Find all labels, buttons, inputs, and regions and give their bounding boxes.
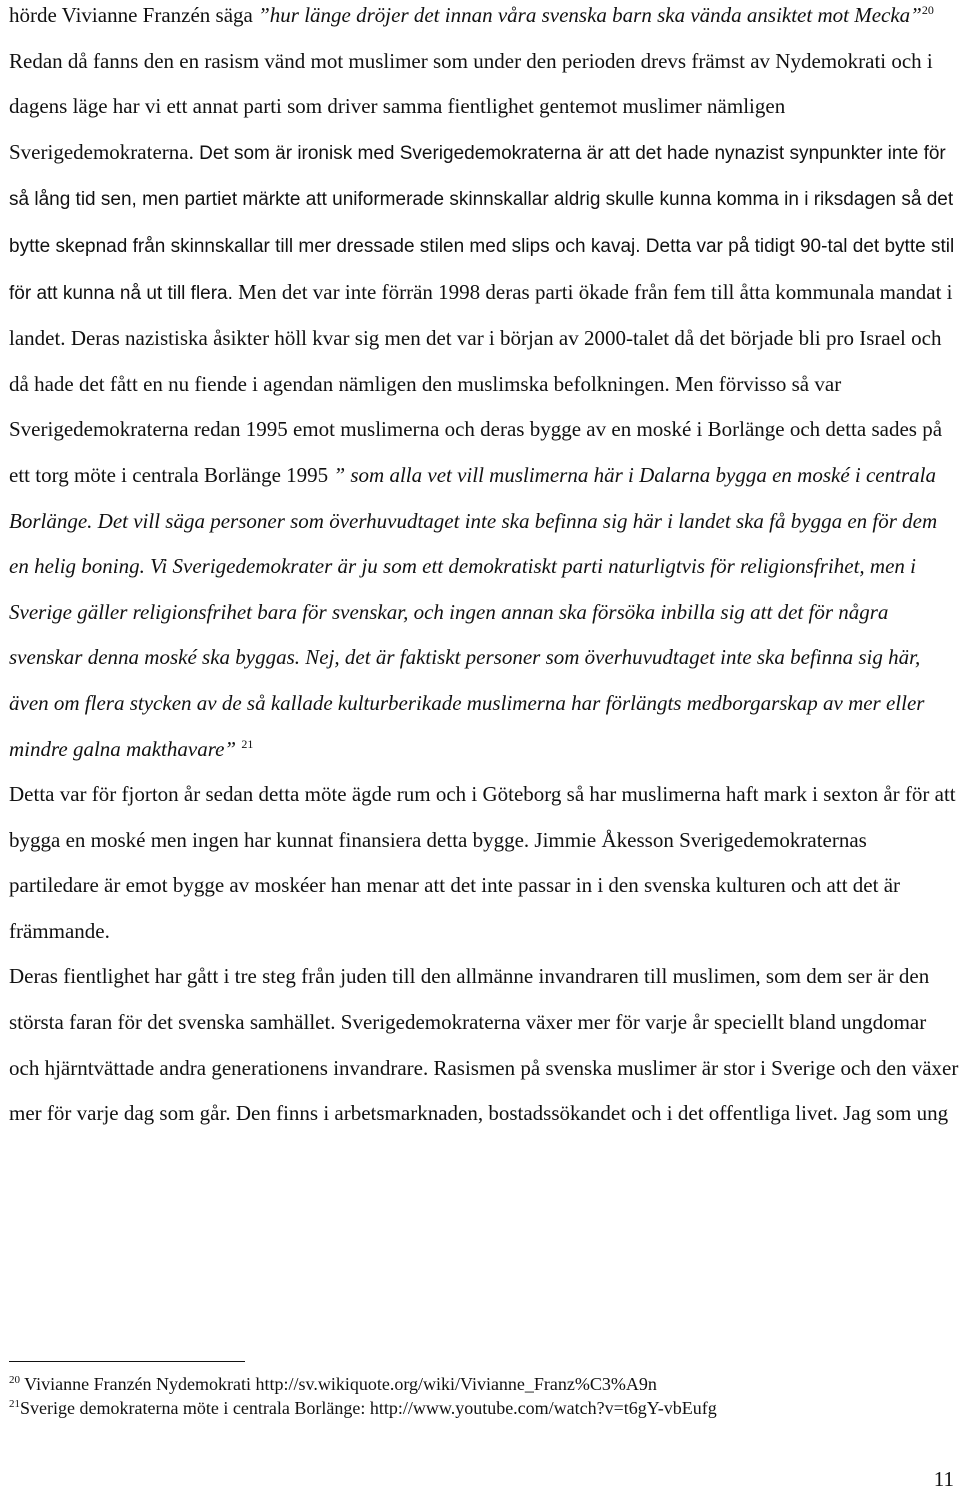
page-number: 11	[933, 1467, 954, 1491]
paragraph-1-text: hörde Vivianne Franzén säga	[9, 3, 259, 27]
footnote-21	[9, 1396, 959, 1420]
footnote-ref-20: 20	[921, 3, 934, 17]
footnote-20	[9, 1372, 959, 1396]
body-text	[9, 0, 959, 1137]
footnote-ref-21: 21	[241, 736, 254, 751]
paragraph-2-part-b: Det som är ironisk med Sverigedemokraterna är att det hade nynazist synpunkter inte för så lång tid sen, men partiet märkte att uniformerade skinnskallar aldrig skulle kunna komma in i riksdagen så det bytte skepnad från skinnskallar till mer dressade stilen med slips och kavaj. Detta var på tidigt 90-tal det bytte stil för att kunna nå ut till flera.	[9, 142, 955, 304]
paragraph-1	[9, 0, 959, 39]
sd-quote: ” som alla vet vill muslimerna här i Dalarna bygga en moské i centrala Borlänge. Det vill säga personer som överhuvudtaget inte ska befinna sig här i landet ska få bygga en för dem en helig boning. Vi Sverigedemokrater är ju som ett demokratiskt parti naturligtvis för religionsfrihet, men i Sverige gäller religionsfrihet bara för svenskar, och ingen annan ska försöka inbilla sig att det för några svenskar denna moské ska byggas. Nej, det är faktiskt personer som överhuvudtaget inte ska befinna sig här, även om flera stycken av de så kallade kulturberikade muslimerna har förlängts medborgarskap av mer eller mindre galna makthavare”	[9, 462, 938, 761]
franzen-quote: ”hur länge dröjer det innan våra svenska barn ska vända ansiktet mot Mecka”	[258, 3, 922, 27]
footnote-21-text: Sverige demokraterna möte i centrala Borlänge: http://www.youtube.com/watch?v=t6gY-vbEufg	[20, 1398, 717, 1418]
footnote-20-text: Vivianne Franzén Nydemokrati http://sv.wikiquote.org/wiki/Vivianne_Franz%C3%A9n	[20, 1374, 657, 1394]
paragraph-2-part-a: Redan då fanns den en rasism vänd mot muslimer som under den perioden drevs främst av Nydemokrati och i dagens läge har vi ett annat parti som driver samma fientlighet gentemot muslimer nämligen Sverigedemokraterna.	[9, 48, 933, 164]
footnote-20-number: 20	[9, 1374, 20, 1386]
footnotes	[9, 1372, 959, 1420]
paragraph-3: Detta var för fjorton år sedan detta möte ägde rum och i Göteborg så har muslimerna haft mark i sexton år för att bygga en moské men ingen har kunnat finansiera detta bygge. Jimmie Åkesson Sverigedemokraternas partiledare är emot bygge av moskéer han menar att det inte passar in i den svenska kulturen och att det är främmande.	[9, 782, 956, 943]
footnote-separator	[9, 1361, 245, 1362]
paragraph-2-part-e: Men förvisso så var Sverigedemokraterna redan 1995 emot muslimerna och deras bygge av en moské i Borlänge och detta sades på ett torg möte i centrala Borlänge 1995	[9, 371, 943, 487]
paragraph-4: Deras fientlighet har gått i tre steg från juden till den allmänne invandraren till muslimen, som dem ser är den största faran för det svenska samhället. Sverigedemokraterna växer mer för varje år speciellt bland ungdomar och hjärntvättade andra generationens invandrare. Rasismen på svenska muslimer är stor i Sverige och den växer mer för varje dag som går. Den finns i arbetsmarknaden, bostadssökandet och i det offentliga livet. Jag som ung	[9, 964, 959, 1126]
paragraph-2-part-c: Men det var inte förrän 1998 deras parti ökade från fem till åtta kommunala mandat i landet.	[9, 279, 953, 351]
footnote-21-number: 21	[9, 1398, 20, 1410]
paragraph-2-part-d: Deras nazistiska åsikter höll kvar sig men det var i början av 2000-talet då det började bli pro Israel och då hade det fått en nu fiende i agendan nämligen den muslimska befolkningen.	[9, 326, 942, 396]
paragraph-2	[9, 39, 959, 773]
